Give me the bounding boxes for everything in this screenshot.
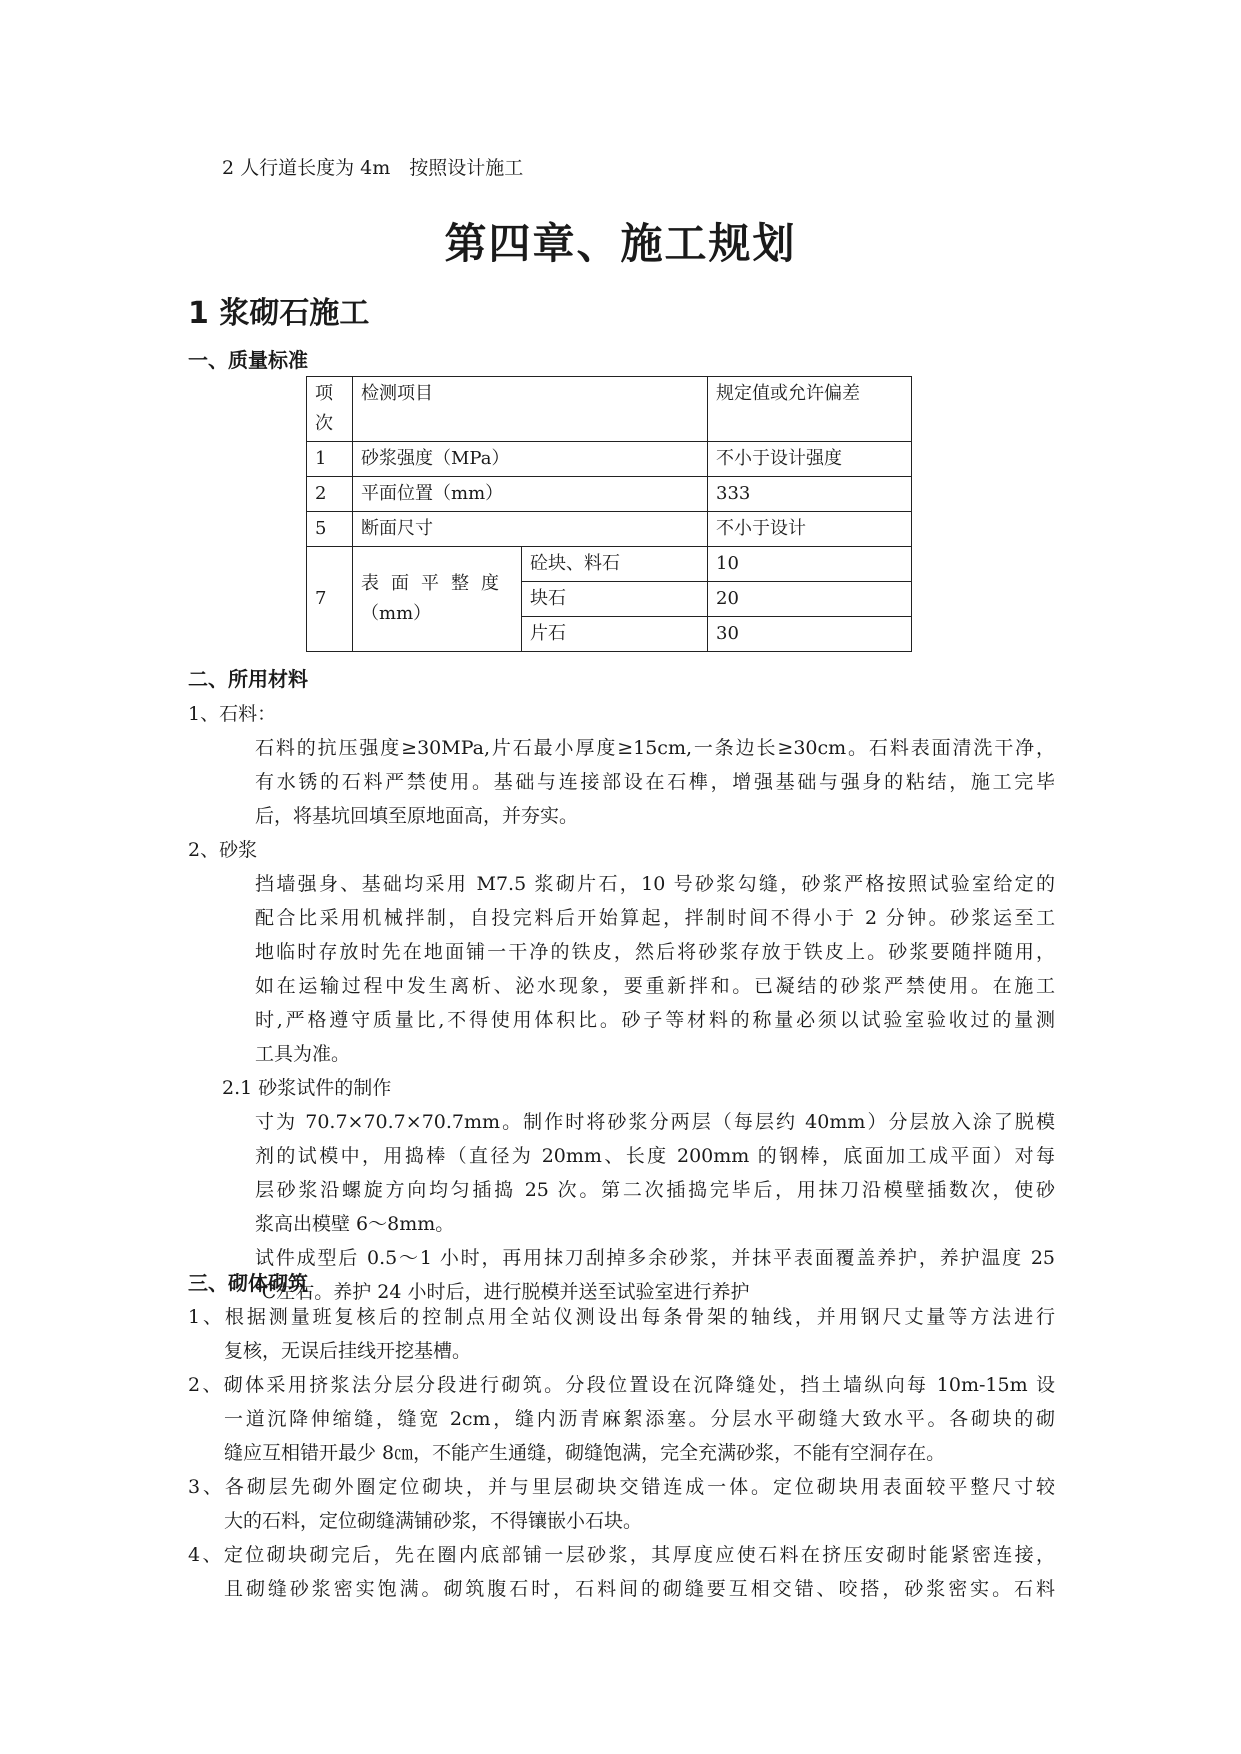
section-title: 1 浆砌石施工 <box>188 296 370 331</box>
masonry-item-2: 2、砌体采用挤浆法分层分段进行砌筑。分段位置设在沉降缝处，挡土墙纵向每 10m-15m 设 一道沉降伸缩缝，缝宽 2cm，缝内沥青麻絮添塞。分层水平砌缝大致水平。各砌块的砌 缝应互相错开最少 8㎝，不能产生通缝，砌缝饱满，完全充满砂浆，不能有空洞存在。 <box>188 1374 1055 1464</box>
table-row <box>307 547 912 582</box>
header-value: 规定值或允许偏差 <box>708 377 912 442</box>
table-row <box>307 442 912 477</box>
cell-subtype: 块石 <box>522 582 708 617</box>
cell-item: 断面尺寸 <box>353 512 708 547</box>
masonry-item-1: 1、根据测量班复核后的控制点用全站仪测设出每条骨架的轴线，并用钢尺丈量等方法进行 复核，无误后挂线开挖基槽。 <box>188 1306 1055 1362</box>
intro-line: 2 人行道长度为 4m 按照设计施工 <box>222 157 524 179</box>
mortar-label: 2、砂浆 <box>188 839 258 861</box>
header-item-no: 项 次 <box>307 377 353 442</box>
masonry-heading: 三、砌体砌筑 <box>188 1271 308 1295</box>
chapter-title: 第四章、施工规划 <box>444 219 797 268</box>
masonry-item-3: 3、各砌层先砌外圈定位砌块，并与里层砌块交错连成一体。定位砌块用表面较平整尺寸较 大的石料，定位砌缝满铺砂浆，不得镶嵌小石块。 <box>188 1476 1055 1532</box>
table-header-row <box>307 377 912 442</box>
table-row <box>307 512 912 547</box>
cell-item: 平面位置（mm） <box>353 477 708 512</box>
cell-item: 表面平整度 （mm） <box>353 547 522 652</box>
cell-subtype: 砼块、料石 <box>522 547 708 582</box>
cell-no: 7 <box>307 547 353 652</box>
mortar-paragraph: 挡墙强身、基础均采用 M7.5 浆砌片石，10 号砂浆勾缝，砂浆严格按照试验室给定的 配合比采用机械拌制，自投完料后开始算起，拌制时间不得小于 2 分钟。砂浆运至工 地临时存放时先在地面铺一干净的铁皮，然后将砂浆存放于铁皮上。砂浆要随拌随用， 如在运输过程中发生离析、泌水现象，要重新拌和。已凝结的砂浆严禁使用。在施工 时,严格遵守质量比,不得使用体积比。砂子等材料的称量必须以试验室验收过的量测 工具为准。 <box>255 873 1055 1065</box>
cell-subtype: 片石 <box>522 617 708 652</box>
cell-value: 不小于设计强度 <box>708 442 912 477</box>
cell-value: 333 <box>708 477 912 512</box>
cell-value: 30 <box>708 617 912 652</box>
cell-no: 1 <box>307 442 353 477</box>
cell-value: 不小于设计 <box>708 512 912 547</box>
cell-value: 10 <box>708 547 912 582</box>
quality-standard-table <box>306 376 912 652</box>
cell-no: 5 <box>307 512 353 547</box>
table-row <box>307 477 912 512</box>
materials-heading: 二、所用材料 <box>188 667 308 691</box>
specimen-paragraph: 寸为 70.7×70.7×70.7mm。制作时将砂浆分两层（每层约 40mm）分层放入涂了脱模 剂的试模中，用捣棒（直径为 20mm、长度 200mm 的钢棒，底面加工成平面）对每 层砂浆沿螺旋方向均匀插捣 25 次。第二次插捣完毕后，用抹刀沿模壁插数次，使砂 浆高出模壁 6～8mm。 试件成型后 0.5～1 小时，再用抹刀刮掉多余砂浆，并抹平表面覆盖养护，养护温度 25 ℃左右。养护 24 小时后，进行脱模并送至试验室进行养护 <box>255 1111 1055 1303</box>
quality-heading: 一、质量标准 <box>188 348 308 372</box>
masonry-item-4: 4、定位砌块砌完后，先在圈内底部铺一层砂浆，其厚度应使石料在挤压安砌时能紧密连接， 且砌缝砂浆密实饱满。砌筑腹石时，石料间的砌缝要互相交错、咬搭，砂浆密实。石料 <box>188 1544 1055 1600</box>
specimen-label: 2.1 砂浆试件的制作 <box>222 1077 392 1099</box>
stone-paragraph: 石料的抗压强度≥30MPa,片石最小厚度≥15cm,一条边长≥30cm。石料表面清洗干净， 有水锈的石料严禁使用。基础与连接部设在石榫，增强基础与强身的粘结，施工完毕 后，将基坑回填至原地面高，并夯实。 <box>255 737 1055 827</box>
cell-value: 20 <box>708 582 912 617</box>
header-item: 检测项目 <box>353 377 708 442</box>
cell-item: 砂浆强度（MPa） <box>353 442 708 477</box>
stone-label: 1、石料： <box>188 703 277 725</box>
cell-no: 2 <box>307 477 353 512</box>
